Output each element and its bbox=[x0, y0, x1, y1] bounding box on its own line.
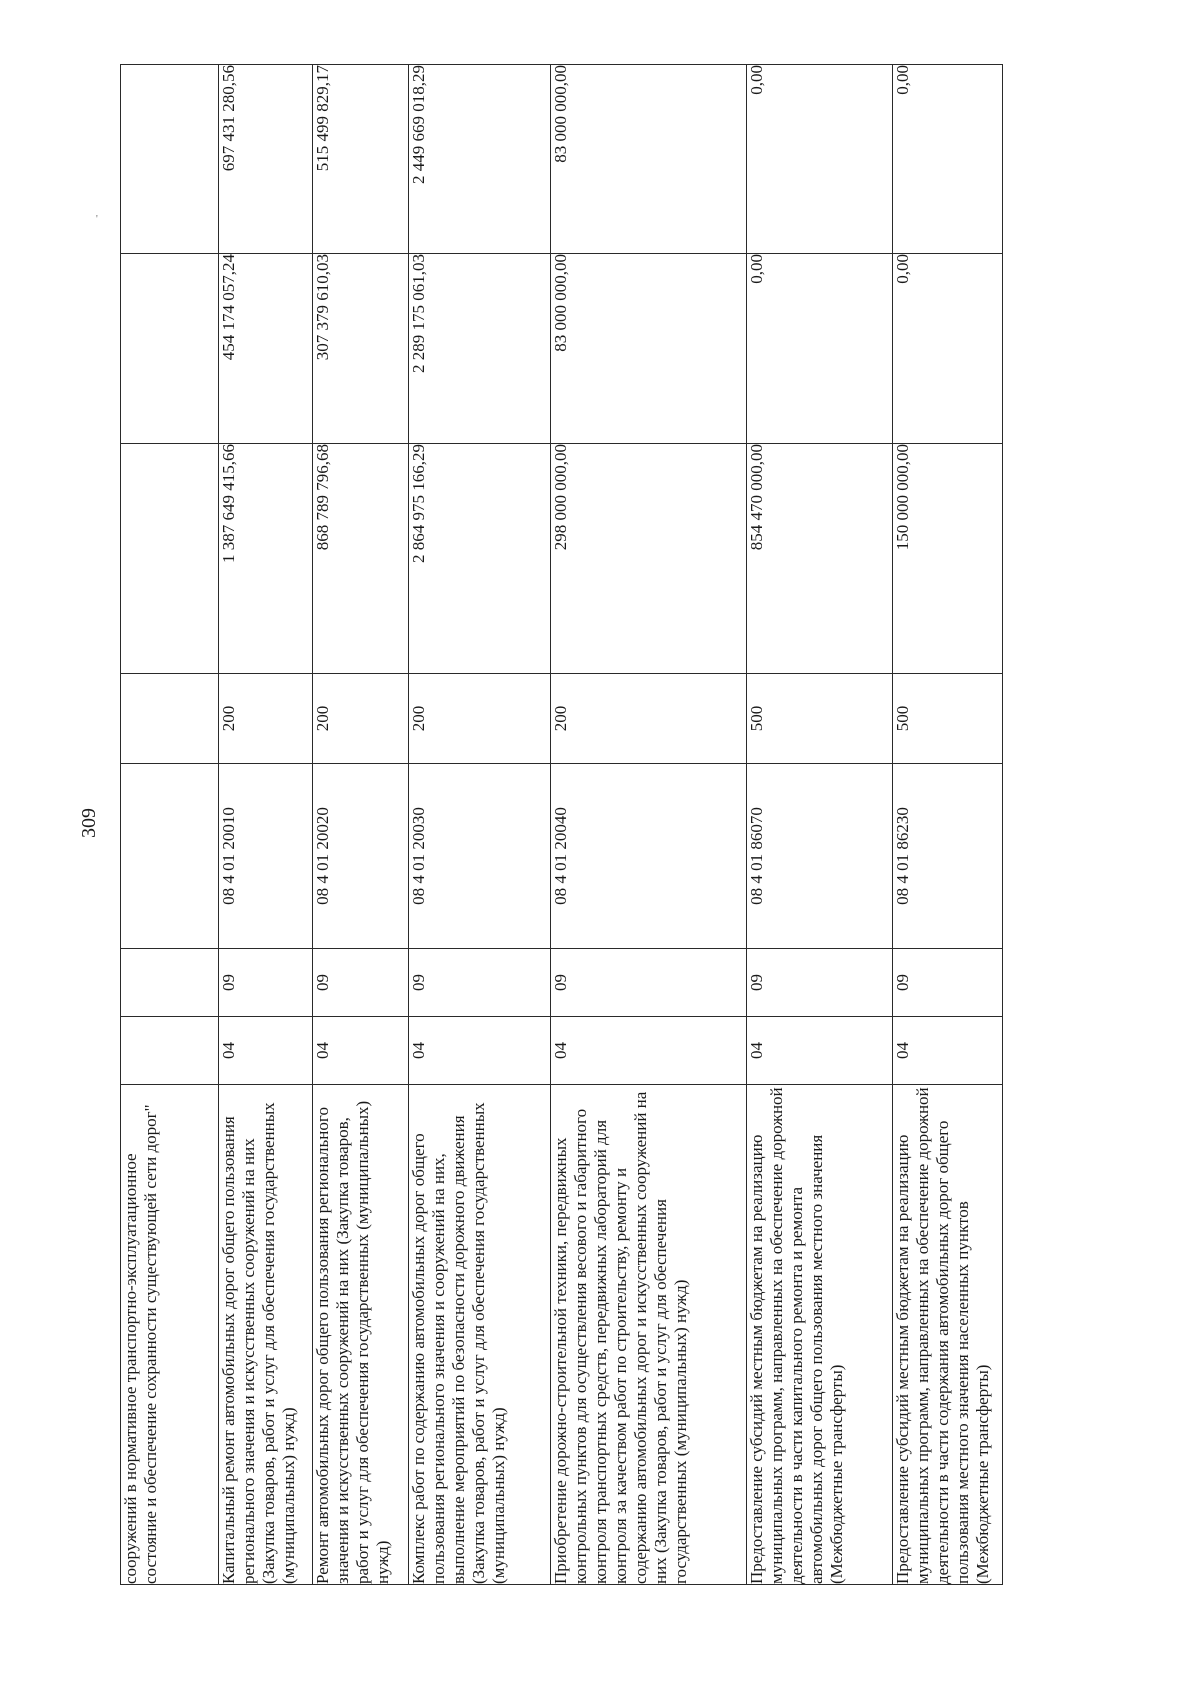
table-row bbox=[893, 65, 1003, 1585]
row-section-code: 04 bbox=[409, 1017, 551, 1085]
row-target-code: 08 4 01 20040 bbox=[551, 764, 747, 949]
row-description: Ремонт автомобильных дорог общего пользования регионального значения и искусственных сооружений на них (Закупка товаров, работ и услуг для обеспечения государственных (муниципальных) нужд) bbox=[313, 1085, 409, 1585]
row-amount-1: 868 789 796,68 bbox=[313, 444, 409, 674]
row-target-code: 08 4 01 86070 bbox=[747, 764, 893, 949]
row-target-code: 08 4 01 20010 bbox=[219, 764, 313, 949]
row-subsection-code: 09 bbox=[551, 949, 747, 1017]
table-row bbox=[409, 65, 551, 1585]
row-amount-3: 0,00 bbox=[893, 65, 1003, 254]
row-amount-3: 697 431 280,56 bbox=[219, 65, 313, 254]
row-amount-1: 854 470 000,00 bbox=[747, 444, 893, 674]
row-amount-1: 2 864 975 166,29 bbox=[409, 444, 551, 674]
row-expense-type: 200 bbox=[313, 674, 409, 764]
row-description: сооружений в нормативное транспортно-эксплуатационное состояние и обеспечение сохранности существующей сети дорог" bbox=[121, 1085, 219, 1585]
row-amount-1: 298 000 000,00 bbox=[551, 444, 747, 674]
row-amount-2 bbox=[121, 254, 219, 444]
row-target-code: 08 4 01 20030 bbox=[409, 764, 551, 949]
table-row bbox=[219, 65, 313, 1585]
budget-table bbox=[120, 64, 1003, 1585]
row-subsection-code: 09 bbox=[313, 949, 409, 1017]
row-amount-2: 0,00 bbox=[747, 254, 893, 444]
row-amount-1 bbox=[121, 444, 219, 674]
table-body bbox=[121, 65, 1003, 1585]
row-section-code: 04 bbox=[747, 1017, 893, 1085]
row-description: Капитальный ремонт автомобильных дорог общего пользования регионального значения и искусственных сооружений на них (Закупка товаров, работ и услуг для обеспечения государственных (муниципальных) нужд) bbox=[219, 1085, 313, 1585]
rotated-table-container bbox=[120, 65, 1002, 1585]
row-expense-type bbox=[121, 674, 219, 764]
row-expense-type: 500 bbox=[747, 674, 893, 764]
row-description: Предоставление субсидий местным бюджетам на реализацию муниципальных программ, направленных на обеспечение дорожной деятельности в части капитального ремонта и ремонта автомобильных дорог общего пользования местного значения (Межбюджетные трансферты) bbox=[747, 1085, 893, 1585]
row-description: Предоставление субсидий местным бюджетам на реализацию муниципальных программ, направленных на обеспечение дорожной деятельности в части содержания автомобильных дорог общего пользования местного значения населенных пунктов (Межбюджетные трансферты) bbox=[893, 1085, 1003, 1585]
row-target-code: 08 4 01 86230 bbox=[893, 764, 1003, 949]
row-amount-3 bbox=[121, 65, 219, 254]
row-expense-type: 200 bbox=[219, 674, 313, 764]
row-section-code: 04 bbox=[893, 1017, 1003, 1085]
row-section-code: 04 bbox=[551, 1017, 747, 1085]
row-subsection-code: 09 bbox=[893, 949, 1003, 1017]
row-description: Приобретение дорожно-строительной техники, передвижных контрольных пунктов для осуществления весового и габаритного контроля транспортных средств, передвижных лабораторий для контроля за качеством работ по строительству, ремонту и содержанию автомобильных дорог и искусственных сооружений на них (Закупка товаров, работ и услуг для обеспечения государственных (муниципальных) нужд) bbox=[551, 1085, 747, 1585]
table-row bbox=[747, 65, 893, 1585]
row-target-code: 08 4 01 20020 bbox=[313, 764, 409, 949]
row-subsection-code: 09 bbox=[219, 949, 313, 1017]
row-subsection-code: 09 bbox=[747, 949, 893, 1017]
row-amount-3: 2 449 669 018,29 bbox=[409, 65, 551, 254]
row-amount-3: 515 499 829,17 bbox=[313, 65, 409, 254]
row-section-code bbox=[121, 1017, 219, 1085]
page-number: 309 bbox=[78, 808, 100, 838]
table-row bbox=[551, 65, 747, 1585]
row-amount-2: 83 000 000,00 bbox=[551, 254, 747, 444]
table-row bbox=[313, 65, 409, 1585]
row-section-code: 04 bbox=[313, 1017, 409, 1085]
row-section-code: 04 bbox=[219, 1017, 313, 1085]
row-amount-2: 2 289 175 061,03 bbox=[409, 254, 551, 444]
table-row bbox=[121, 65, 219, 1585]
row-expense-type: 500 bbox=[893, 674, 1003, 764]
row-amount-3: 83 000 000,00 bbox=[551, 65, 747, 254]
row-amount-1: 1 387 649 415,66 bbox=[219, 444, 313, 674]
row-description: Комплекс работ по содержанию автомобильных дорог общего пользования регионального значения и сооружений на них, выполнение мероприятий по безопасности дорожного движения (Закупка товаров, работ и услуг для обеспечения государственных (муниципальных) нужд) bbox=[409, 1085, 551, 1585]
row-amount-3: 0,00 bbox=[747, 65, 893, 254]
row-amount-1: 150 000 000,00 bbox=[893, 444, 1003, 674]
row-subsection-code bbox=[121, 949, 219, 1017]
row-amount-2: 307 379 610,03 bbox=[313, 254, 409, 444]
row-amount-2: 0,00 bbox=[893, 254, 1003, 444]
row-amount-2: 454 174 057,24 bbox=[219, 254, 313, 444]
scan-mark: ' bbox=[96, 214, 98, 225]
row-expense-type: 200 bbox=[409, 674, 551, 764]
row-target-code bbox=[121, 764, 219, 949]
row-subsection-code: 09 bbox=[409, 949, 551, 1017]
row-expense-type: 200 bbox=[551, 674, 747, 764]
